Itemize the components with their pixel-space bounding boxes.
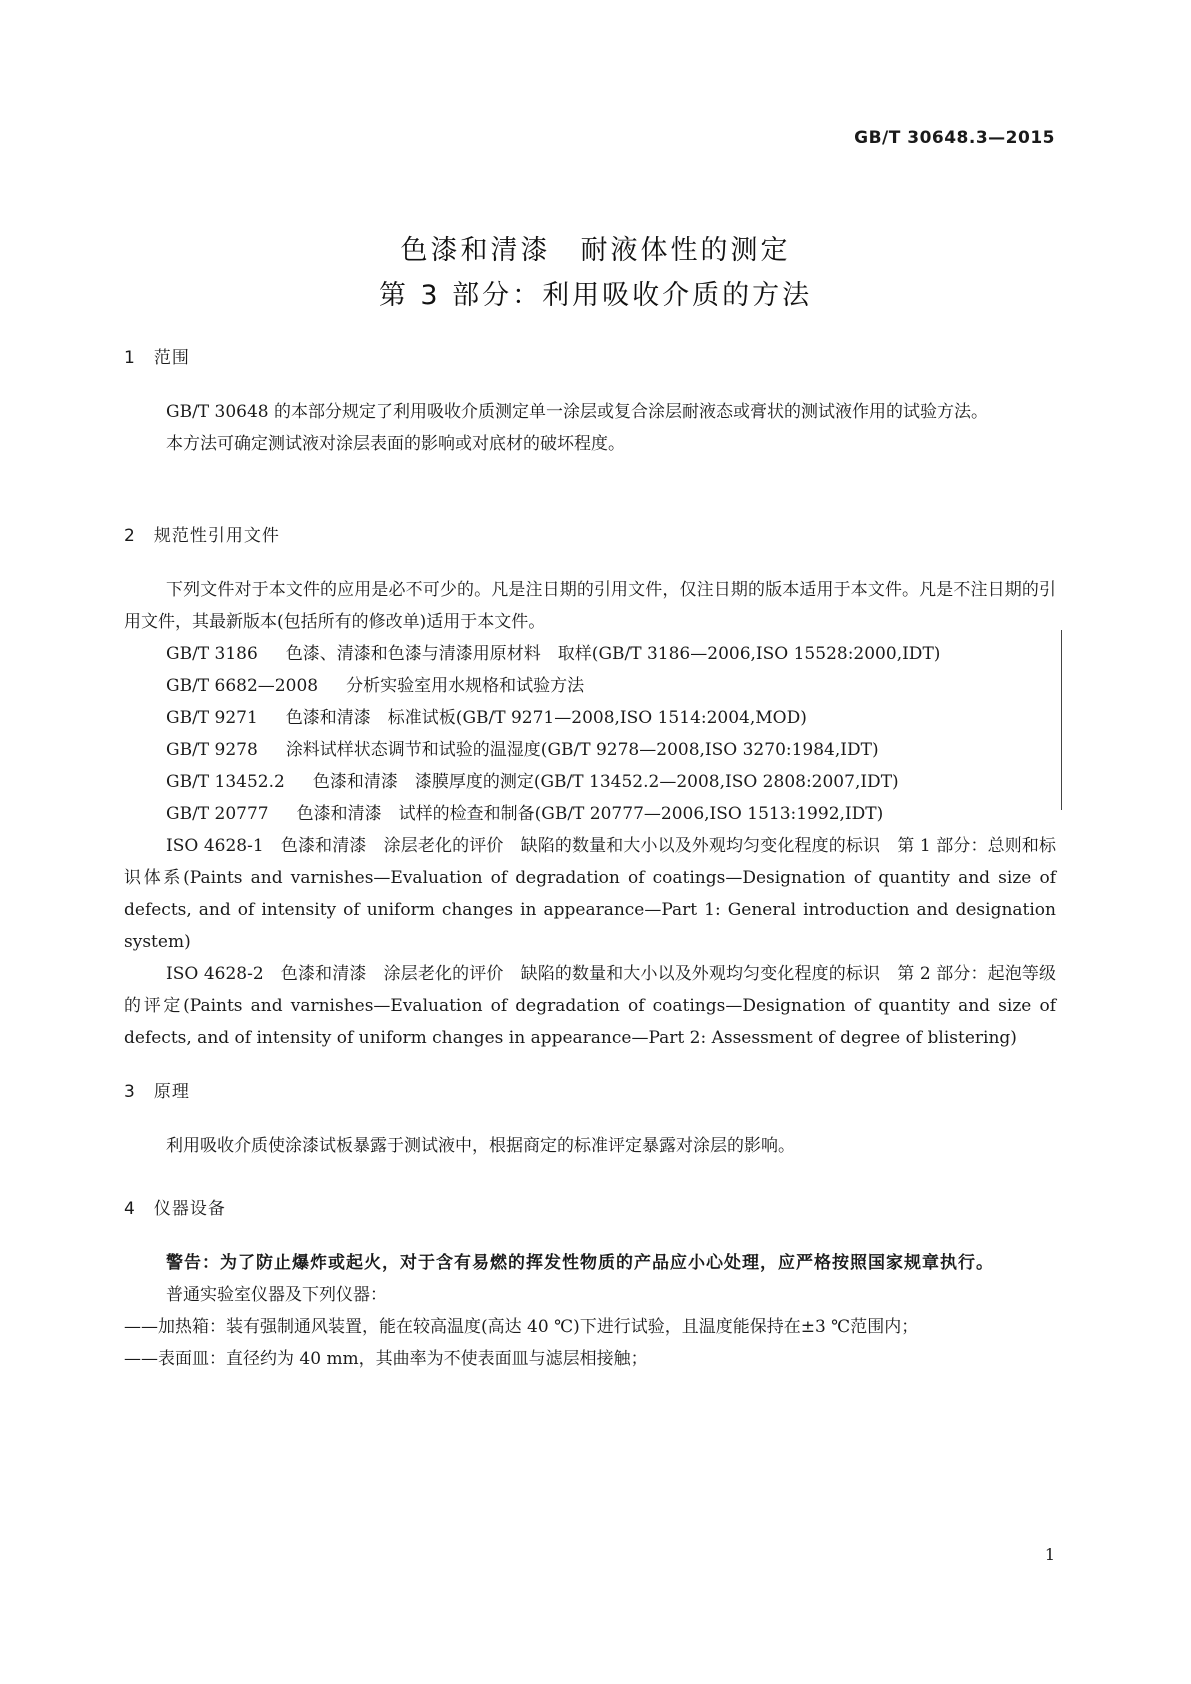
reference-title: 色漆和清漆 试样的检查和制备(GB/T 20777—2006,ISO 1513:1992,IDT) (296, 804, 884, 824)
reference-list (124, 638, 1056, 830)
reference-title: 色漆、清漆和色漆与清漆用原材料 取样(GB/T 3186—2006,ISO 15528:2000,IDT) (285, 644, 941, 664)
reference-item (124, 638, 1056, 670)
standard-number: GB/T 30648.3—2015 (854, 128, 1055, 148)
section-heading: 2 规范性引用文件 (124, 526, 280, 546)
reference-title: 色漆和清漆 漆膜厚度的测定(GB/T 13452.2—2008,ISO 2808:2007,IDT) (312, 772, 899, 792)
reference-code: GB/T 6682—2008 (166, 676, 319, 696)
document-title-line1: 色漆和清漆 耐液体性的测定 (400, 235, 791, 266)
reference-title: 涂料试样状态调节和试验的温湿度(GB/T 9278—2008,ISO 3270:1984,IDT) (285, 740, 879, 760)
reference-code: GB/T 20777 (166, 804, 269, 824)
reference-code: GB/T 3186 (166, 644, 258, 664)
section-heading: 4 仪器设备 (124, 1199, 226, 1219)
reference-item (124, 702, 1056, 734)
reference-title: 色漆和清漆 标准试板(GB/T 9271—2008,ISO 1514:2004,MOD) (285, 708, 807, 728)
list-item: ——表面皿：直径约为 40 mm，其曲率为不使表面皿与滤层相接触； (124, 1349, 648, 1369)
document-title-line2: 第 3 部分：利用吸收介质的方法 (378, 280, 813, 311)
section-normative-references (124, 520, 1056, 1054)
paragraph: 本方法可确定测试液对涂层表面的影响或对底材的破坏程度。 (166, 434, 625, 454)
section-principle (124, 1076, 1056, 1162)
section-heading: 1 范围 (124, 348, 190, 368)
reference-code: GB/T 13452.2 (166, 772, 285, 792)
page-number: 1 (1044, 1545, 1055, 1564)
reference-title: 分析实验室用水规格和试验方法 (346, 676, 585, 696)
section-scope (124, 342, 1056, 460)
change-bar (1061, 630, 1062, 810)
reference-item (124, 734, 1056, 766)
reference-code: GB/T 9278 (166, 740, 258, 760)
section-apparatus (124, 1193, 1056, 1375)
paragraph: 利用吸收介质使涂漆试板暴露于测试液中，根据商定的标准评定暴露对涂层的影响。 (166, 1136, 795, 1156)
list-item: ——加热箱：装有强制通风装置，能在较高温度(高达 40 ℃)下进行试验，且温度能保持在±3 ℃范围内； (124, 1317, 919, 1337)
reference-item (124, 670, 1056, 702)
paragraph: 普通实验室仪器及下列仪器： (166, 1285, 387, 1305)
reference-code: GB/T 9271 (166, 708, 258, 728)
reference-item (124, 766, 1056, 798)
reference-item (124, 798, 1056, 830)
reference-iso-4628-1: ISO 4628-1 色漆和清漆 涂层老化的评价 缺陷的数量和大小以及外观均匀变化程度的标识 第 1 部分：总则和标识体系(Paints and varnishes—Evaluation of degradation of coatings—Designation of quantity and size of defects, and of intensity of uniform changes in appearance—Part 1: General introduction and designation system) (124, 836, 1056, 952)
paragraph: GB/T 30648 的本部分规定了利用吸收介质测定单一涂层或复合涂层耐液态或膏状的测试液作用的试验方法。 (166, 402, 989, 422)
reference-iso-4628-2: ISO 4628-2 色漆和清漆 涂层老化的评价 缺陷的数量和大小以及外观均匀变化程度的标识 第 2 部分：起泡等级的评定(Paints and varnishes—Evaluation of degradation of coatings—Designation of quantity and size of defects, and of intensity of uniform changes in appearance—Part 2: Assessment of degree of blistering) (124, 964, 1056, 1048)
warning-paragraph: 警告：为了防止爆炸或起火，对于含有易燃的挥发性物质的产品应小心处理，应严格按照国家规章执行。 (166, 1253, 994, 1273)
paragraph: 下列文件对于本文件的应用是必不可少的。凡是注日期的引用文件，仅注日期的版本适用于本文件。凡是不注日期的引用文件，其最新版本(包括所有的修改单)适用于本文件。 (124, 580, 1056, 632)
section-heading: 3 原理 (124, 1082, 190, 1102)
